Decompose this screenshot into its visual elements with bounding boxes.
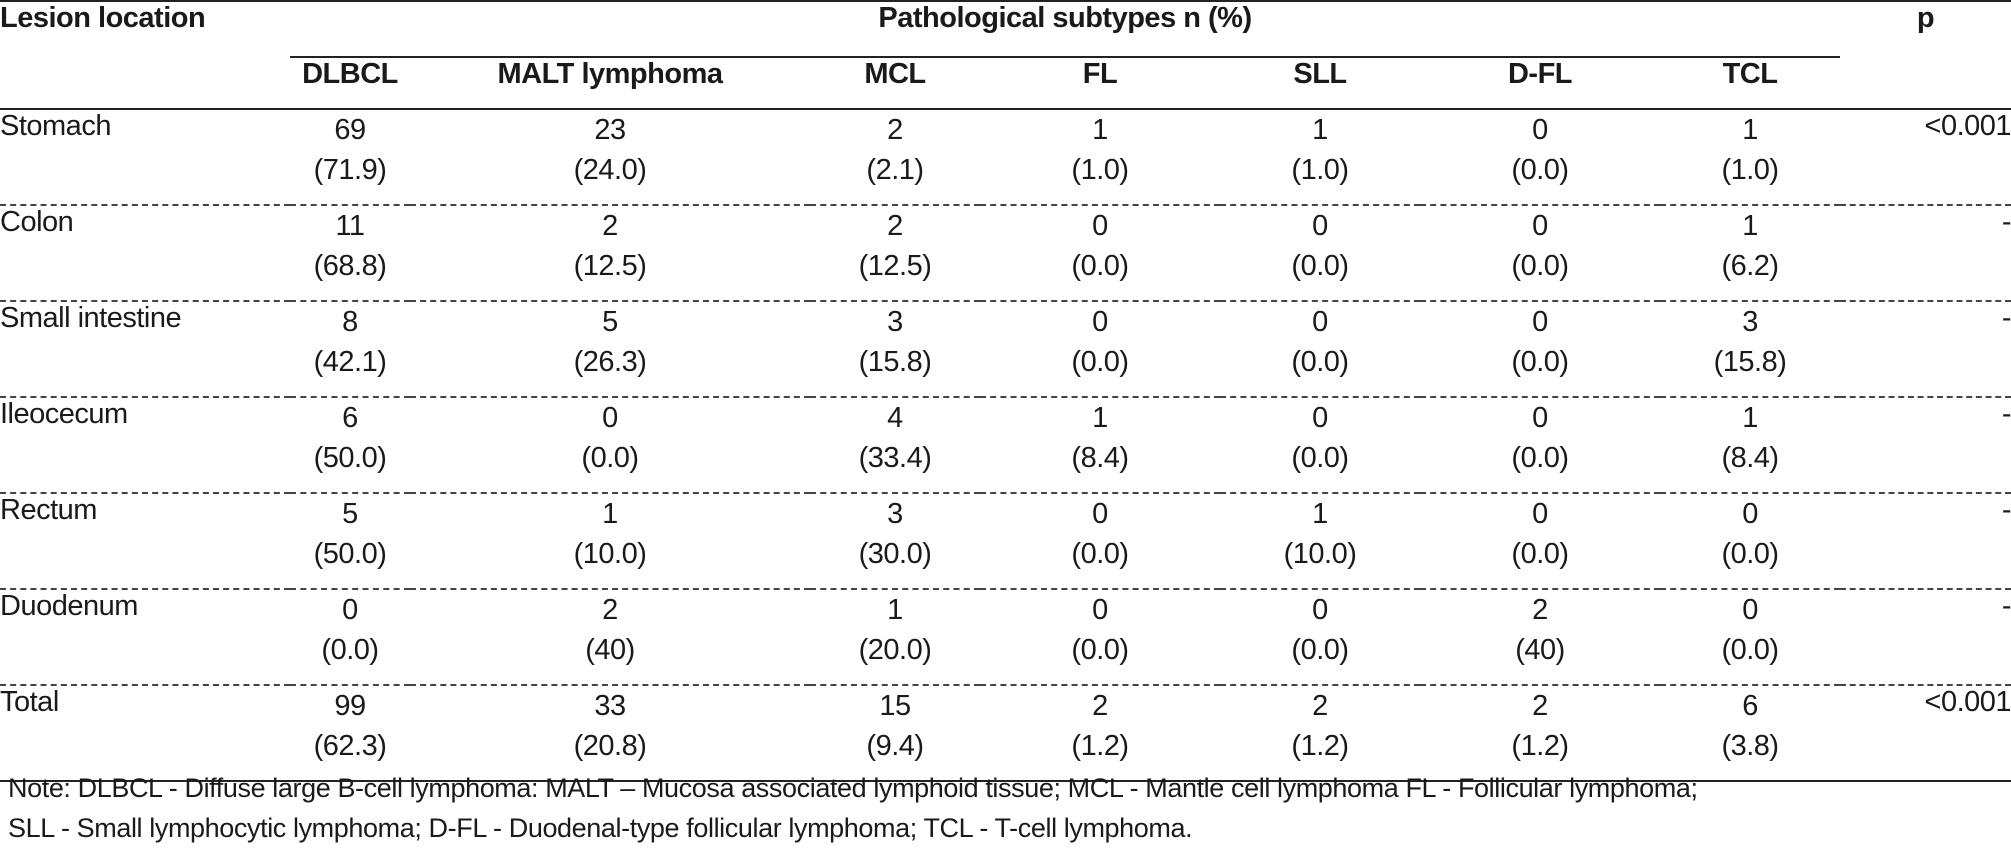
percent-value: (0.0) (1291, 250, 1349, 282)
table-row (0, 205, 2011, 301)
count-value: 0 (602, 402, 618, 434)
count-value: 1 (1312, 498, 1328, 530)
lesion-location-cell: Total (0, 685, 290, 781)
value-cell (980, 397, 1220, 493)
count-value: 0 (1092, 594, 1108, 626)
count-value: 33 (594, 690, 626, 722)
table-row (0, 685, 2011, 781)
count-value: 0 (1312, 210, 1328, 242)
count-value: 1 (1742, 210, 1758, 242)
value-cell (810, 685, 980, 781)
value-cell (290, 685, 410, 781)
count-value: 1 (1742, 114, 1758, 146)
percent-value: (3.8) (1721, 730, 1779, 762)
subtype-header-d-fl: D-FL (1420, 57, 1660, 109)
percent-value: (40) (1515, 634, 1565, 666)
percent-value: (0.0) (1071, 538, 1129, 570)
count-value: 1 (1092, 402, 1108, 434)
count-value: 2 (1092, 690, 1108, 722)
subtype-header-mcl: MCL (810, 57, 980, 109)
count-value: 0 (1742, 594, 1758, 626)
count-value: 5 (602, 306, 618, 338)
value-cell (980, 493, 1220, 589)
header-row-1 (0, 1, 2011, 57)
percent-value: (42.1) (313, 346, 387, 378)
pathological-subtypes-header: Pathological subtypes n (%) (290, 1, 1840, 57)
subtype-header-tcl: TCL (1660, 57, 1840, 109)
percent-value: (1.2) (1511, 730, 1569, 762)
value-cell (410, 589, 810, 685)
percent-value: (6.2) (1721, 250, 1779, 282)
value-cell (1660, 685, 1840, 781)
header-row-2 (0, 57, 2011, 109)
value-cell (410, 397, 810, 493)
percent-value: (12.5) (573, 250, 647, 282)
value-cell (1420, 493, 1660, 589)
percent-value: (15.8) (1713, 346, 1787, 378)
percent-value: (12.5) (858, 250, 932, 282)
p-value-cell: <0.001 (1840, 685, 2011, 781)
count-value: 1 (1312, 114, 1328, 146)
count-value: 3 (887, 306, 903, 338)
value-cell (810, 301, 980, 397)
count-value: 3 (887, 498, 903, 530)
percent-value: (0.0) (1291, 634, 1349, 666)
value-cell (1420, 397, 1660, 493)
subtype-header-fl: FL (980, 57, 1220, 109)
p-value-cell: - (1840, 397, 2011, 493)
count-value: 23 (594, 114, 626, 146)
percent-value: (24.0) (573, 154, 647, 186)
value-cell (810, 397, 980, 493)
table-row (0, 109, 2011, 205)
value-cell (1420, 685, 1660, 781)
value-cell (810, 109, 980, 205)
percent-value: (30.0) (858, 538, 932, 570)
count-value: 0 (1532, 498, 1548, 530)
percent-value: (15.8) (858, 346, 932, 378)
value-cell (290, 397, 410, 493)
percent-value: (0.0) (1511, 346, 1569, 378)
percent-value: (50.0) (313, 538, 387, 570)
count-value: 0 (1532, 306, 1548, 338)
table-row (0, 493, 2011, 589)
table-row (0, 397, 2011, 493)
percent-value: (71.9) (313, 154, 387, 186)
count-value: 0 (1092, 498, 1108, 530)
count-value: 0 (1312, 306, 1328, 338)
value-cell (1660, 205, 1840, 301)
lesion-location-header: Lesion location (0, 1, 290, 109)
p-value-cell: <0.001 (1840, 109, 2011, 205)
table-row (0, 589, 2011, 685)
percent-value: (40) (585, 634, 635, 666)
count-value: 2 (1532, 690, 1548, 722)
table-body (0, 109, 2011, 781)
count-value: 0 (1312, 402, 1328, 434)
value-cell (1660, 493, 1840, 589)
percent-value: (1.0) (1721, 154, 1779, 186)
percent-value: (1.0) (1071, 154, 1129, 186)
percent-value: (0.0) (1071, 250, 1129, 282)
percent-value: (0.0) (1511, 154, 1569, 186)
p-value-cell: - (1840, 301, 2011, 397)
percent-value: (50.0) (313, 442, 387, 474)
count-value: 2 (887, 114, 903, 146)
value-cell (410, 685, 810, 781)
value-cell (1420, 109, 1660, 205)
count-value: 69 (334, 114, 366, 146)
count-value: 3 (1742, 306, 1758, 338)
count-value: 11 (335, 210, 365, 242)
percent-value: (8.4) (1071, 442, 1129, 474)
value-cell (410, 205, 810, 301)
value-cell (1220, 109, 1420, 205)
percent-value: (0.0) (1071, 634, 1129, 666)
percent-value: (0.0) (1291, 346, 1349, 378)
percent-value: (0.0) (1511, 250, 1569, 282)
value-cell (1220, 301, 1420, 397)
count-value: 15 (879, 690, 911, 722)
percent-value: (1.2) (1291, 730, 1349, 762)
p-value-cell: - (1840, 205, 2011, 301)
value-cell (1660, 589, 1840, 685)
percent-value: (0.0) (1511, 442, 1569, 474)
value-cell (980, 205, 1220, 301)
percent-value: (8.4) (1721, 442, 1779, 474)
table-row (0, 301, 2011, 397)
count-value: 2 (602, 594, 618, 626)
value-cell (1220, 397, 1420, 493)
lesion-location-cell: Rectum (0, 493, 290, 589)
percent-value: (10.0) (573, 538, 647, 570)
footnote-line-1: Note: DLBCL - Diffuse large B-cell lymphoma: MALT – Mucosa associated lymphoid tissue; MCL - Mantle cell lymphoma FL - Follicular lymphoma; (8, 773, 1698, 803)
count-value: 8 (342, 306, 358, 338)
percent-value: (68.8) (313, 250, 387, 282)
percent-value: (20.8) (573, 730, 647, 762)
count-value: 6 (1742, 690, 1758, 722)
count-value: 6 (342, 402, 358, 434)
value-cell (980, 109, 1220, 205)
percent-value: (20.0) (858, 634, 932, 666)
value-cell (290, 205, 410, 301)
count-value: 1 (887, 594, 903, 626)
count-value: 0 (1532, 210, 1548, 242)
value-cell (410, 301, 810, 397)
percent-value: (0.0) (581, 442, 639, 474)
count-value: 2 (602, 210, 618, 242)
subtype-header-dlbcl: DLBCL (290, 57, 410, 109)
value-cell (1220, 493, 1420, 589)
subtype-header-sll: SLL (1220, 57, 1420, 109)
percent-value: (33.4) (858, 442, 932, 474)
count-value: 1 (602, 498, 618, 530)
count-value: 2 (1532, 594, 1548, 626)
percent-value: (9.4) (866, 730, 924, 762)
value-cell (810, 205, 980, 301)
lesion-location-cell: Ileocecum (0, 397, 290, 493)
count-value: 0 (342, 594, 358, 626)
percent-value: (0.0) (1071, 346, 1129, 378)
value-cell (1420, 301, 1660, 397)
percent-value: (0.0) (321, 634, 379, 666)
count-value: 0 (1092, 306, 1108, 338)
percent-value: (62.3) (313, 730, 387, 762)
count-value: 1 (1092, 114, 1108, 146)
value-cell (1220, 589, 1420, 685)
percent-value: (0.0) (1721, 538, 1779, 570)
count-value: 1 (1742, 402, 1758, 434)
percent-value: (0.0) (1721, 634, 1779, 666)
table-footnote (8, 768, 1998, 848)
lesion-location-cell: Small intestine (0, 301, 290, 397)
lesion-location-cell: Duodenum (0, 589, 290, 685)
count-value: 2 (1312, 690, 1328, 722)
value-cell (410, 493, 810, 589)
footnote-line-2: SLL - Small lymphocytic lymphoma; D-FL - Duodenal-type follicular lymphoma; TCL - T-cell lymphoma. (8, 813, 1193, 843)
value-cell (1220, 205, 1420, 301)
percent-value: (26.3) (573, 346, 647, 378)
value-cell (980, 301, 1220, 397)
count-value: 99 (334, 690, 366, 722)
percent-value: (1.2) (1071, 730, 1129, 762)
percent-value: (0.0) (1511, 538, 1569, 570)
p-value-header: p (1840, 1, 2011, 109)
count-value: 0 (1312, 594, 1328, 626)
value-cell (980, 589, 1220, 685)
percent-value: (0.0) (1291, 442, 1349, 474)
count-value: 0 (1742, 498, 1758, 530)
count-value: 0 (1532, 114, 1548, 146)
value-cell (290, 301, 410, 397)
value-cell (1420, 589, 1660, 685)
value-cell (290, 109, 410, 205)
p-value-cell: - (1840, 493, 2011, 589)
count-value: 4 (887, 402, 903, 434)
subtype-header-malt-lymphoma: MALT lymphoma (410, 57, 810, 109)
p-value-cell: - (1840, 589, 2011, 685)
value-cell (1420, 205, 1660, 301)
value-cell (290, 493, 410, 589)
count-value: 2 (887, 210, 903, 242)
value-cell (1660, 109, 1840, 205)
value-cell (810, 589, 980, 685)
value-cell (980, 685, 1220, 781)
count-value: 0 (1532, 402, 1548, 434)
lesion-location-cell: Colon (0, 205, 290, 301)
value-cell (1660, 301, 1840, 397)
percent-value: (1.0) (1291, 154, 1349, 186)
count-value: 5 (342, 498, 358, 530)
value-cell (290, 589, 410, 685)
value-cell (410, 109, 810, 205)
count-value: 0 (1092, 210, 1108, 242)
percent-value: (2.1) (866, 154, 924, 186)
value-cell (810, 493, 980, 589)
value-cell (1660, 397, 1840, 493)
lesion-location-cell: Stomach (0, 109, 290, 205)
percent-value: (10.0) (1283, 538, 1357, 570)
value-cell (1220, 685, 1420, 781)
